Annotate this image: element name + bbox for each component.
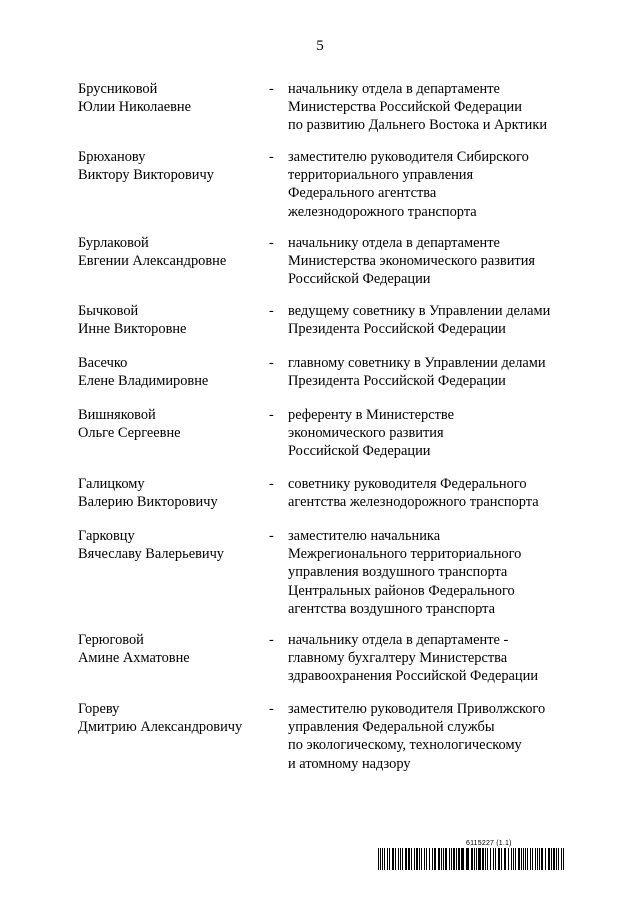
dash-separator: - — [269, 528, 274, 544]
position-line: экономического развития — [288, 425, 444, 442]
person-name — [78, 475, 268, 511]
person-name — [78, 406, 268, 442]
given-names: Амине Ахматовне — [78, 650, 190, 667]
barcode-bar — [449, 848, 450, 870]
person-name — [78, 700, 268, 736]
given-names: Вячеславу Валерьевичу — [78, 546, 225, 563]
position-line: Российской Федерации — [288, 271, 431, 288]
barcode-bar — [426, 848, 427, 870]
barcode-bar — [453, 848, 455, 870]
dash-separator: - — [269, 701, 274, 717]
position-line: начальнику отдела в департаменте - — [288, 632, 509, 648]
position-line: Министерства экономического развития — [288, 253, 536, 270]
barcode-bar — [384, 848, 385, 870]
surname: Герюговой — [78, 632, 144, 648]
barcode-bar — [511, 848, 512, 870]
position-line: референту в Министерстве — [288, 407, 454, 423]
position-line: Межрегионального территориального — [288, 546, 522, 563]
barcode-bar — [530, 848, 531, 870]
position-line: Российской Федерации — [288, 443, 431, 460]
barcode-bar — [537, 848, 538, 870]
position-line: главному бухгалтеру Министерства — [288, 650, 508, 667]
barcode-bar — [395, 848, 396, 870]
person-name — [78, 148, 268, 184]
barcode-bar — [416, 848, 418, 870]
barcode-bar — [532, 848, 533, 870]
barcode-bar — [429, 848, 430, 870]
position-line: Президента Российской Федерации — [288, 321, 506, 338]
barcode-bar — [474, 848, 475, 870]
position-text — [288, 354, 588, 390]
position-text — [288, 406, 588, 461]
barcode-bar — [441, 848, 442, 870]
given-names: Инне Викторовне — [78, 321, 187, 338]
surname: Бурлаковой — [78, 235, 149, 251]
person-name — [78, 80, 268, 116]
position-line: Президента Российской Федерации — [288, 373, 506, 390]
barcode-bar — [389, 848, 390, 870]
given-names: Валерию Викторовичу — [78, 494, 218, 511]
barcode-bar — [518, 848, 520, 870]
barcode-bar — [523, 848, 524, 870]
barcode-bar — [501, 848, 502, 870]
dash-separator: - — [269, 355, 274, 371]
barcode-bar — [387, 848, 388, 870]
given-names: Виктору Викторовичу — [78, 167, 214, 184]
dash-separator: - — [269, 632, 274, 648]
barcode-bar — [414, 848, 415, 870]
dash-separator: - — [269, 235, 274, 251]
barcode-bar — [513, 848, 514, 870]
barcode-bar — [545, 848, 546, 870]
barcode-bar — [438, 848, 440, 870]
position-text — [288, 80, 588, 135]
barcode-bar — [515, 848, 516, 870]
barcode-bar — [378, 848, 379, 870]
position-line: по развитию Дальнего Востока и Арктики — [288, 117, 548, 134]
barcode-bar — [466, 848, 469, 870]
position-text — [288, 234, 588, 289]
position-line: ведущему советнику в Управлении делами — [288, 303, 551, 319]
barcode-bar — [541, 848, 543, 870]
barcode-bar — [451, 848, 452, 870]
barcode-bar — [551, 848, 552, 870]
barcode-bar — [434, 848, 436, 870]
barcode-bar — [432, 848, 433, 870]
barcode-bar — [495, 848, 496, 870]
barcode-bar — [563, 848, 564, 870]
position-line: начальнику отдела в департаменте — [288, 235, 500, 251]
surname: Гореву — [78, 701, 120, 717]
position-line: и атомному надзору — [288, 755, 411, 772]
barcode-bar — [476, 848, 477, 870]
given-names: Юлии Николаевне — [78, 99, 191, 116]
position-line: Министерства Российской Федерации — [288, 99, 522, 116]
barcode-bar — [411, 848, 412, 870]
barcode-bar — [521, 848, 522, 870]
barcode-bar — [443, 848, 444, 870]
barcode-bar — [535, 848, 536, 870]
position-text — [288, 148, 588, 221]
person-name — [78, 631, 268, 667]
position-line: агентства железнодорожного транспорта — [288, 494, 539, 511]
barcode-bar — [558, 848, 559, 870]
barcode — [378, 848, 564, 870]
barcode-bar — [556, 848, 557, 870]
surname: Васечко — [78, 355, 128, 371]
barcode-bar — [456, 848, 457, 870]
surname: Брусниковой — [78, 81, 158, 97]
person-name — [78, 527, 268, 563]
position-line: территориального управления — [288, 167, 474, 184]
position-line: железнодорожного транспорта — [288, 203, 477, 220]
barcode-bar — [508, 848, 509, 870]
surname: Бычковой — [78, 303, 139, 319]
person-name — [78, 354, 268, 390]
barcode-bar — [504, 848, 506, 870]
barcode-bar — [485, 848, 486, 870]
position-text — [288, 302, 588, 338]
position-line: заместителю начальника — [288, 528, 441, 544]
given-names: Елене Владимировне — [78, 373, 209, 390]
position-line: управления воздушного транспорта — [288, 564, 508, 581]
barcode-bar — [525, 848, 526, 870]
barcode-bar — [382, 848, 383, 870]
barcode-bar — [419, 848, 420, 870]
position-line: начальнику отдела в департаменте — [288, 81, 500, 97]
position-line: заместителю руководителя Сибирского — [288, 149, 529, 165]
barcode-bar — [493, 848, 494, 870]
barcode-bar — [539, 848, 540, 870]
person-name — [78, 302, 268, 338]
barcode-bar — [482, 848, 484, 870]
surname: Гарковцу — [78, 528, 135, 544]
dash-separator: - — [269, 476, 274, 492]
position-text — [288, 527, 588, 618]
position-line: заместителю руководителя Приволжского — [288, 701, 546, 717]
barcode-bar — [487, 848, 488, 870]
dash-separator: - — [269, 81, 274, 97]
given-names: Дмитрию Александровичу — [78, 719, 243, 736]
position-line: главному советнику в Управлении делами — [288, 355, 546, 371]
barcode-bar — [561, 848, 562, 870]
position-line: Центральных районов Федерального — [288, 582, 515, 599]
position-line: здравоохранения Российской Федерации — [288, 668, 539, 685]
position-text — [288, 475, 588, 511]
barcode-bar — [445, 848, 447, 870]
barcode-bar — [548, 848, 550, 870]
surname: Брюханову — [78, 149, 146, 165]
page-number: 5 — [316, 38, 324, 54]
surname: Галицкому — [78, 476, 145, 492]
barcode-bar — [490, 848, 491, 870]
barcode-bar — [478, 848, 481, 870]
position-text — [288, 631, 588, 686]
barcode-label: 6115227 (1.1) — [466, 840, 512, 847]
surname: Вишняковой — [78, 407, 156, 423]
position-line: управления Федеральной службы — [288, 719, 495, 736]
position-line: советнику руководителя Федерального — [288, 476, 527, 492]
barcode-bar — [380, 848, 381, 870]
dash-separator: - — [269, 149, 274, 165]
barcode-bar — [402, 848, 403, 870]
barcode-bar — [424, 848, 425, 870]
position-line: по экологическому, технологическому — [288, 737, 522, 754]
barcode-bar — [421, 848, 422, 870]
barcode-bar — [458, 848, 460, 870]
barcode-bar — [398, 848, 399, 870]
dash-separator: - — [269, 407, 274, 423]
given-names: Евгении Александровне — [78, 253, 227, 270]
position-text — [288, 700, 588, 773]
barcode-bar — [553, 848, 555, 870]
barcode-bar — [405, 848, 407, 870]
barcode-bar — [498, 848, 500, 870]
barcode-bar — [392, 848, 394, 870]
dash-separator: - — [269, 303, 274, 319]
barcode-bar — [461, 848, 464, 870]
barcode-bar — [471, 848, 473, 870]
barcode-bar — [400, 848, 401, 870]
barcode-bar — [527, 848, 528, 870]
position-line: агентства воздушного транспорта — [288, 600, 495, 617]
position-line: Федерального агентства — [288, 185, 437, 202]
person-name — [78, 234, 268, 270]
given-names: Ольге Сергеевне — [78, 425, 181, 442]
barcode-bar — [408, 848, 410, 870]
